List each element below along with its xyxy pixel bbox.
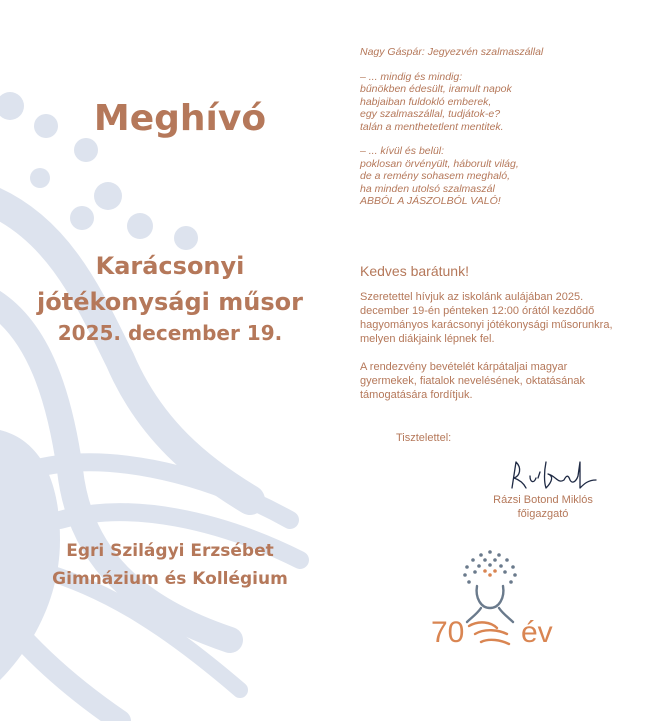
regards: Tisztelettel: bbox=[396, 432, 452, 444]
invitation-title: Meghívó bbox=[93, 98, 267, 139]
letter-paragraph-1: Szeretettel hívjuk az iskolánk aulájában 2025. december 19-én pénteken 12:00 órától kezdődő hagyományos karácsonyi jótékonysági műsorunkra, melyen diákjaink lépnek fel. bbox=[360, 291, 613, 345]
school-name-line1: Egri Szilágyi Erzsébet bbox=[66, 541, 274, 561]
event-name-line1: Karácsonyi bbox=[95, 252, 245, 280]
logo-number: 70 bbox=[431, 616, 465, 649]
poem-line: ABBÓL A JÁSZOLBÓL VALÓ! bbox=[360, 195, 501, 207]
greeting: Kedves barátunk! bbox=[360, 263, 469, 279]
signer bbox=[480, 493, 606, 521]
poem-line: poklosan örvényült, háborult világ, bbox=[360, 157, 519, 170]
poem-line: talán a menthetetlent mentitek. bbox=[360, 120, 504, 133]
event-info bbox=[20, 248, 320, 346]
letter-paragraph-2: A rendezvény bevételét kárpátaljai magyar gyermekek, fiatalok nevelésének, oktatásának támogatására fordítjuk. bbox=[360, 361, 586, 401]
signature-icon bbox=[508, 458, 600, 492]
event-name-line2: jótékonysági műsor bbox=[37, 288, 303, 316]
logo-word: év bbox=[521, 616, 553, 649]
school-name bbox=[20, 537, 320, 593]
school-name-line2: Gimnázium és Kollégium bbox=[52, 569, 288, 589]
signer-name: Rázsi Botond Miklós bbox=[493, 494, 593, 506]
poem-line: ha minden utolsó szalmaszál bbox=[360, 182, 495, 195]
poem-stanza-2 bbox=[360, 145, 630, 208]
school-anniversary-logo-icon bbox=[425, 548, 555, 658]
poem-line: de a remény sohasem meghaló, bbox=[360, 170, 510, 182]
poem-line: egy szalmaszállal, tudjátok-e? bbox=[360, 108, 501, 120]
poem-stanza-1 bbox=[360, 71, 630, 134]
signer-title: főigazgató bbox=[517, 508, 569, 520]
poem-title: Nagy Gáspár: Jegyezvén szalmaszállal bbox=[360, 46, 544, 58]
poem bbox=[360, 46, 630, 220]
poem-line: bűnökben édesült, iramult napok bbox=[360, 83, 512, 95]
letter-body bbox=[360, 290, 622, 416]
poem-line: – ... kívül és belül: bbox=[360, 145, 445, 157]
event-date: 2025. december 19. bbox=[57, 321, 283, 345]
poem-line: habjaiban fuldokló emberek, bbox=[360, 95, 492, 108]
poem-line: – ... mindig és mindig: bbox=[360, 70, 463, 83]
